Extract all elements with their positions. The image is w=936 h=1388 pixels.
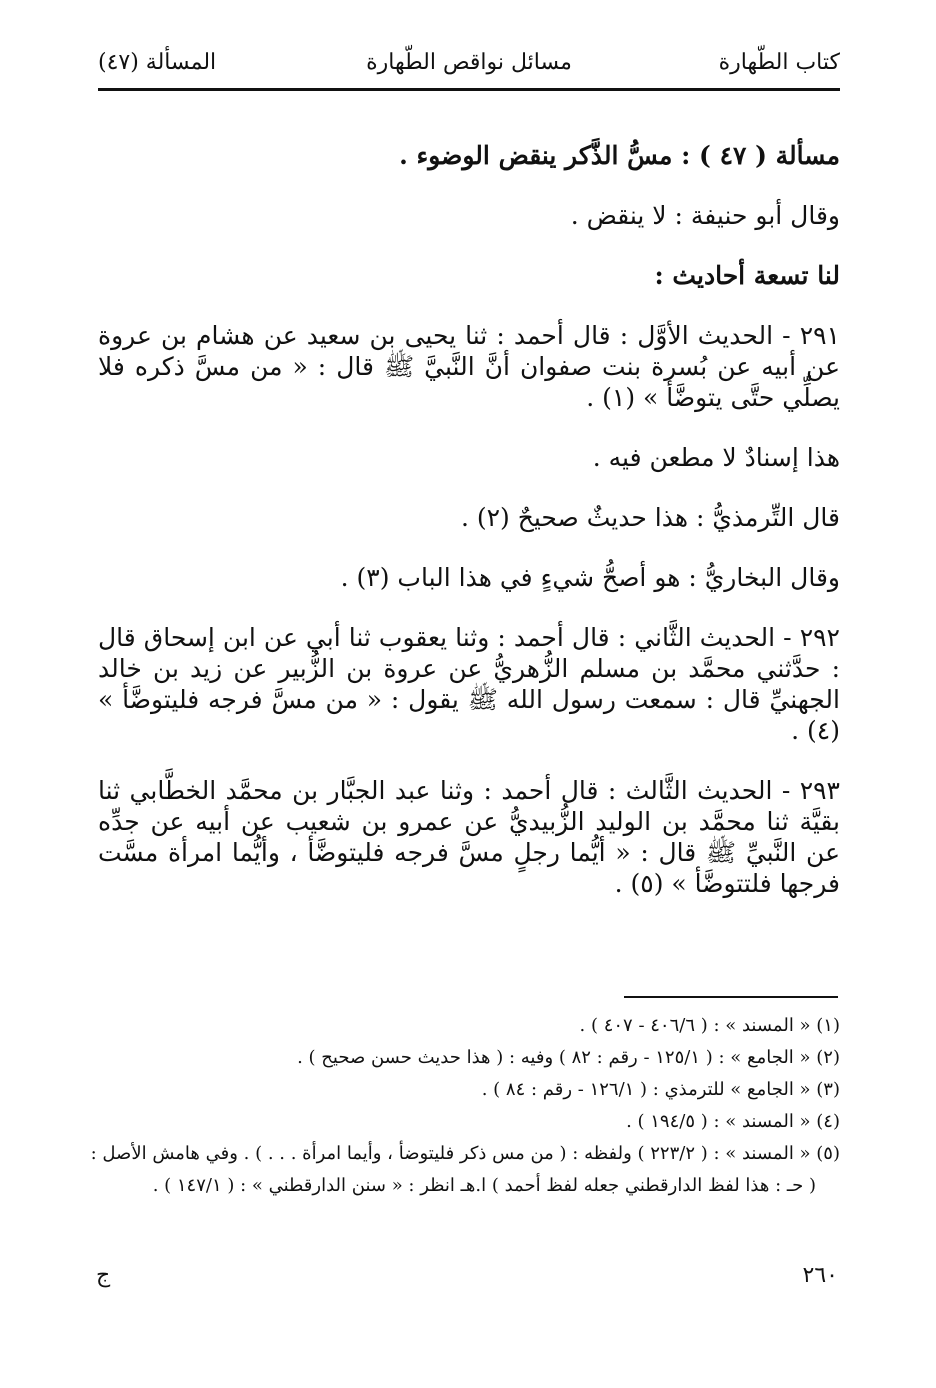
paragraph: قال التِّرمذيُّ : هذا حديثٌ صحيحٌ (٢) . — [460, 503, 840, 532]
paragraph: وقال أبو حنيفة : لا ينقض . — [570, 201, 840, 230]
header-issue-number: المسألة (٤٧) — [98, 50, 217, 75]
main-text — [98, 140, 840, 899]
paragraph: لنا تسعة أحاديث : — [654, 261, 840, 290]
header-rule — [98, 88, 840, 91]
paragraph: هذا إسنادٌ لا مطعن فيه . — [592, 443, 840, 472]
footnote: (٤) « المسند » : ( ١٩٤/٥ ) . — [626, 1111, 840, 1132]
footnote-rule — [624, 996, 838, 998]
footnote: (٢) « الجامع » : ( ١٢٥/١ - رقم : ٨٢ ) وفيه : ( هذا حديث حسن صحيح ) . — [297, 1047, 840, 1068]
paragraph: وقال البخاريُّ : هو أصحُّ شيءٍ في هذا الباب (٣) . — [340, 563, 840, 592]
footnote: (٣) « الجامع » للترمذي : ( ١٢٦/١ - رقم : ٨٤ ) . — [481, 1079, 840, 1100]
footnotes — [90, 1010, 840, 1202]
hadith-293: ٢٩٣ - الحديث الثَّالث : قال أحمد : وثنا عبد الجبَّار بن محمَّد الخطَّابي ثنا بقيَّة ثنا محمَّد بن الوليد الزُّبيديُّ عن عمرو بن شعيب عن أبيه عن جدِّه عن النَّبيِّ ﷺ قال : « أيُّما رجلٍ مسَّ فرجه فليتوضَّأ ، وأيُّما امرأة مسَّت فرجها فلتتوضَّأ » (٥) . — [98, 776, 841, 898]
page-number: ٢٦٠ — [802, 1263, 838, 1288]
hadith-292: ٢٩٢ - الحديث الثَّاني : قال أحمد : وثنا يعقوب ثنا أبي عن ابن إسحاق قال : حدَّثني محمَّد بن مسلم الزُّهريُّ عن عروة بن الزُّبير عن زيد بن خالد الجهنيِّ قال : سمعت رسول الله ﷺ يقول : « من مسَّ فرجه فليتوضَّأ » (٤) . — [98, 623, 840, 745]
footnote-continuation: ( حـ : هذا لفظ الدارقطني جعله لفظ أحمد ) ا.هـ انظر : « سنن الدارقطني » : ( ١٤٧/١ ) . — [152, 1175, 816, 1196]
signature-mark: ج — [96, 1263, 111, 1288]
footnote: (١) « المسند » : ( ٤٠٦/٦ - ٤٠٧ ) . — [579, 1015, 840, 1036]
issue-heading: مسألة ( ٤٧ ) : مسُّ الذَّكر ينقض الوضوء . — [399, 141, 840, 170]
header-book-title: كتاب الطّهارة — [718, 50, 840, 75]
footnote: (٥) « المسند » : ( ٢٢٣/٢ ) ولفظه : ( من مس ذكر فليتوضأ ، وأيما امرأة . . . ) . وفي هامش الأصل : — [90, 1143, 840, 1164]
running-header — [98, 44, 840, 84]
hadith-291: ٢٩١ - الحديث الأوَّل : قال أحمد : ثنا يحيى بن سعيد عن هشام بن عروة عن أبيه عن بُسرة بنت صفوان أنَّ النَّبيَّ ﷺ قال : « من مسَّ ذكره فلا يصلِّي حتَّى يتوضَّأ » (١) . — [98, 321, 840, 412]
header-chapter-title: مسائل نواقص الطّهارة — [366, 50, 572, 75]
